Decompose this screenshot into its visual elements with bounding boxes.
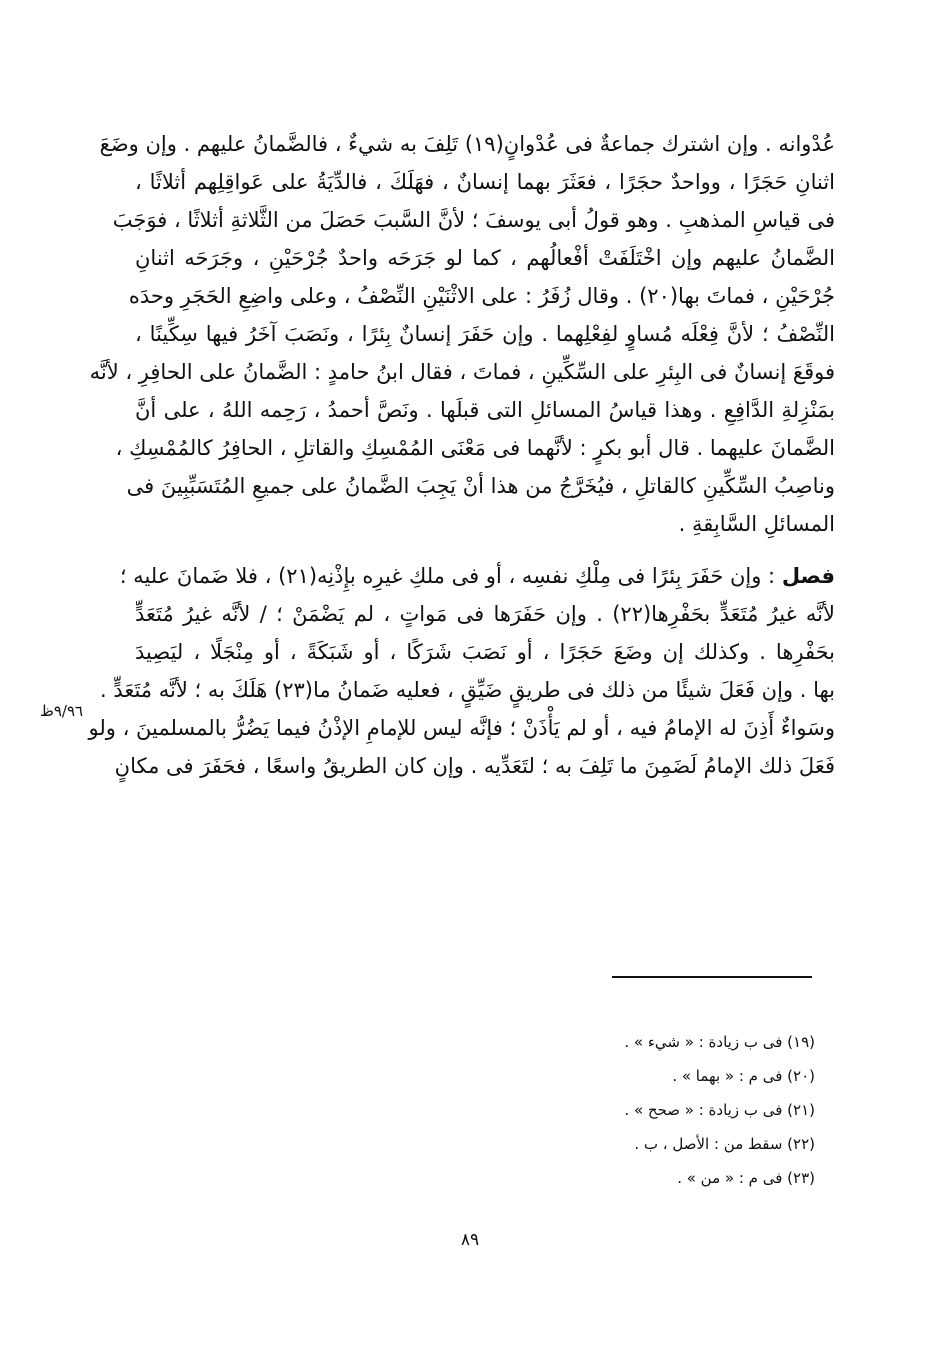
text-line: بها . وإن فَعَلَ شيئًا من ذلك فى طريقٍ ضَيِّقٍ ، فعليه ضَمانُ ما(٢٣) هَلَكَ به ؛ لأنَّه مُتَعَدٍّ . [99,678,835,702]
text-line: الضَّمانُ عليهم وإن اخْتَلَفَتْ أفْعالُهم ، كما لو جَرَحَه واحدٌ جُرْحَيْنِ ، وجَرَحَه اثنانِ [135,246,835,270]
footnote: (٢٠) فى م : « بهما » . [672,1067,815,1085]
paragraph-2 [88,557,836,785]
footnote: (٢٣) فى م : « من » . [677,1169,815,1187]
footnotes [420,1025,815,1195]
margin-folio-note: ٩/٩٦ظ [40,702,84,720]
text-line: وسَواءٌ أَذِنَ له الإمامُ فيه ، أو لم يَأْذَنْ ؛ فإنَّه ليس للإمامِ الإذْنُ فيما يَضُرُّ بالمسلمينَ ، ولو [88,716,835,740]
footnote: (٢١) فى ب زيادة : « صحح » . [624,1101,815,1119]
paragraph-1 [89,125,835,543]
footnote: (٢٢) سقط من : الأصل ، ب . [634,1135,815,1153]
text-line: جُرْحَيْنِ ، فماتَ بها(٢٠) . وقال زُفَرُ : على الاثْنَيْنِ النِّصْفُ ، وعلى واضِعِ الحَجَرِ وحدَه [128,284,835,308]
text-line: بمَنْزِلةِ الدَّافِعِ . وهذا قياسُ المسائلِ التى قبلَها . ونَصَّ أحمدُ ، رَحِمه اللهُ ، على أنَّ [135,398,835,422]
text-line: المسائلِ السَّابِقةِ . [678,512,835,536]
text-line: وناصِبُ السِّكِّينِ كالقاتلِ ، فيُخَرَّجُ من هذا أنْ يَجِبَ الضَّمانُ على جميعِ المُتَسَبِّبِينَ فى [126,474,835,498]
text-line: بحَفْرِها . وكذلك إن وضَعَ حَجَرًا ، أو نَصَبَ شَرَكًا ، أو شَبَكَةً ، أو مِنْجَلًا ، ليَصِيدَ [135,640,835,664]
text-line: فوقَعَ إنسانٌ فى البِئرِ على السِّكِّينِ ، فماتَ ، فقال ابنُ حامدٍ : الضَّمانُ على الحافِرِ ، لأنَّه [89,360,835,384]
text-line: فَعَلَ ذلك الإمامُ لَضَمِنَ ما تَلِفَ به ؛ لتَعَدِّيه . وإن كان الطريقُ واسعًا ، فحَفَرَ فى مكانٍ [114,754,835,778]
text-line: النِّصْفُ ؛ لأنَّ فِعْلَه مُساوٍ لفِعْلِهما . وإن حَفَرَ إنسانٌ بِئرًا ، ونَصَبَ آخَرُ فيها سِكِّينًا ، [135,322,835,346]
text-line: الضَّمانَ عليهما . قال أبو بكرٍ : لأنَّهما فى مَعْنَى المُمْسِكِ والقاتلِ ، الحافِرُ كالمُمْسِكِ ، [115,436,835,460]
page-number: ٨٩ [460,1230,480,1250]
paragraph-gap [135,543,835,557]
text-segment: : وإن حَفَرَ بِئرًا فى مِلْكِ نفسِه ، أو فى ملكِ غيرِه بإِذْنِه(٢١) ، فلا ضَمانَ عليه ؛ [119,564,776,588]
footnote: (١٩) فى ب زيادة : « شيء » . [624,1033,815,1051]
text-line-first [119,557,835,595]
main-text-body [88,125,836,785]
footnote-separator [612,976,812,978]
text-line: اثنانِ حَجَرًا ، وواحدٌ حجَرًا ، فعَثَرَ بهما إنسانٌ ، فهَلَكَ ، فالدِّيَةُ على عَواقِلِهم أثلاثًا ، [135,170,835,194]
text-line: فى قياسِ المذهبِ . وهو قولُ أبى يوسفَ ؛ لأنَّ السَّببَ حَصَلَ من الثَّلاثةِ أثلاثًا ، فوَجَبَ [112,208,835,232]
section-label: فصل [781,564,835,588]
text-line: عُدْوانه . وإن اشترك جماعةٌ فى عُدْوانٍ(١٩) تَلِفَ به شيءٌ ، فالضَّمانُ عليهم . وإن وضَعَ [99,132,835,156]
text-line: لأنَّه غيرُ مُتَعَدٍّ بحَفْرِها(٢٢) . وإن حَفَرَها فى مَواتٍ ، لم يَضْمَنْ ؛ / لأنَّه غيرُ مُتَعَدٍّ [135,602,836,626]
